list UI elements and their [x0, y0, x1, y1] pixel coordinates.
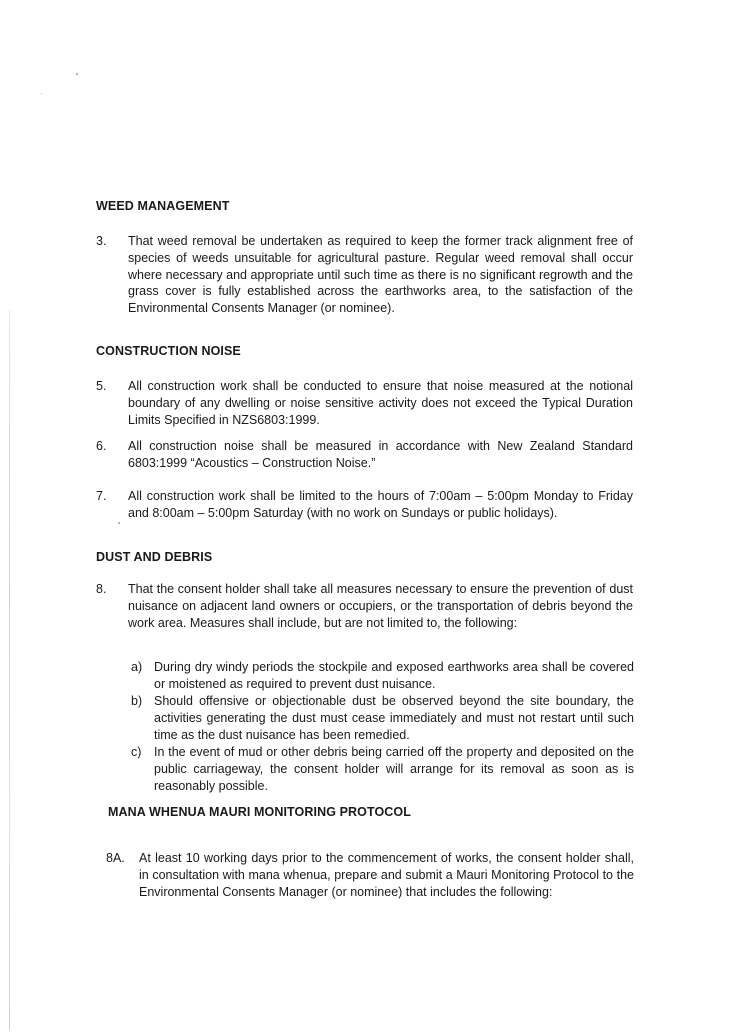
item-text-3: That weed removal be undertaken as required to keep the former track alignment free of species of weeds unsuitable for agricultural pasture. Regular weed removal shall occur where necessary and appropriate until such time as there is no significant regrowth and the grass cover is fully established across the earthworks area, to the satisfaction of the Environmental Consents Manager (or nominee). [128, 234, 633, 316]
section-heading-weed-management: WEED MANAGEMENT [96, 199, 230, 213]
scan-speck [76, 73, 78, 75]
item-number-6: 6. [96, 439, 107, 453]
subitem-text-c: In the event of mud or other debris being carried off the property and deposited on the public carriageway, the consent holder will arrange for its removal as soon as is reasonably possible. [154, 745, 634, 793]
item-number-8: 8. [96, 582, 107, 596]
subitem-letter-b: b) [131, 694, 143, 708]
item-number-5: 5. [96, 379, 107, 393]
item-number-3: 3. [96, 234, 107, 248]
item-text-8a: At least 10 working days prior to the commencement of works, the consent holder shall, in consultation with mana whenua, prepare and submit a Mauri Monitoring Protocol to the Environmental Consents Manager (or nominee) that includes the following: [139, 851, 634, 899]
section-heading-dust-and-debris: DUST AND DEBRIS [96, 550, 213, 564]
item-text-7: All construction work shall be limited to the hours of 7:00am – 5:00pm Monday to Friday and 8:00am – 5:00pm Saturday (with no work on Sundays or public holidays). [128, 489, 633, 520]
item-text-6: All construction noise shall be measured in accordance with New Zealand Standard 6803:1999 “Acoustics – Construction Noise.” [128, 439, 633, 470]
item-text-8: That the consent holder shall take all measures necessary to ensure the prevention of dust nuisance on adjacent land owners or occupiers, or the transportation of debris beyond the work area. Measures shall include, but are not limited to, the following: [128, 582, 633, 630]
scan-margin-line [9, 310, 10, 1030]
item-number-8a: 8A. [106, 851, 125, 865]
subitem-text-a: During dry windy periods the stockpile and exposed earthworks area shall be covered or moistened as required to prevent dust nuisance. [154, 660, 634, 691]
subitem-letter-c: c) [131, 745, 142, 759]
section-heading-construction-noise: CONSTRUCTION NOISE [96, 344, 241, 358]
scan-speck [41, 93, 42, 94]
subitem-text-b: Should offensive or objectionable dust be observed beyond the site boundary, the activities generating the dust must cease immediately and must not restart until such time as the dust nuisance has been remedied. [154, 694, 634, 742]
item-text-5: All construction work shall be conducted to ensure that noise measured at the notional boundary of any dwelling or noise sensitive activity does not exceed the Typical Duration Limits Specified in NZS6803:1999. [128, 379, 633, 427]
subitem-letter-a: a) [131, 660, 143, 674]
scan-speck [118, 522, 120, 524]
section-heading-mauri-monitoring: MANA WHENUA MAURI MONITORING PROTOCOL [108, 805, 411, 819]
item-number-7: 7. [96, 489, 107, 503]
